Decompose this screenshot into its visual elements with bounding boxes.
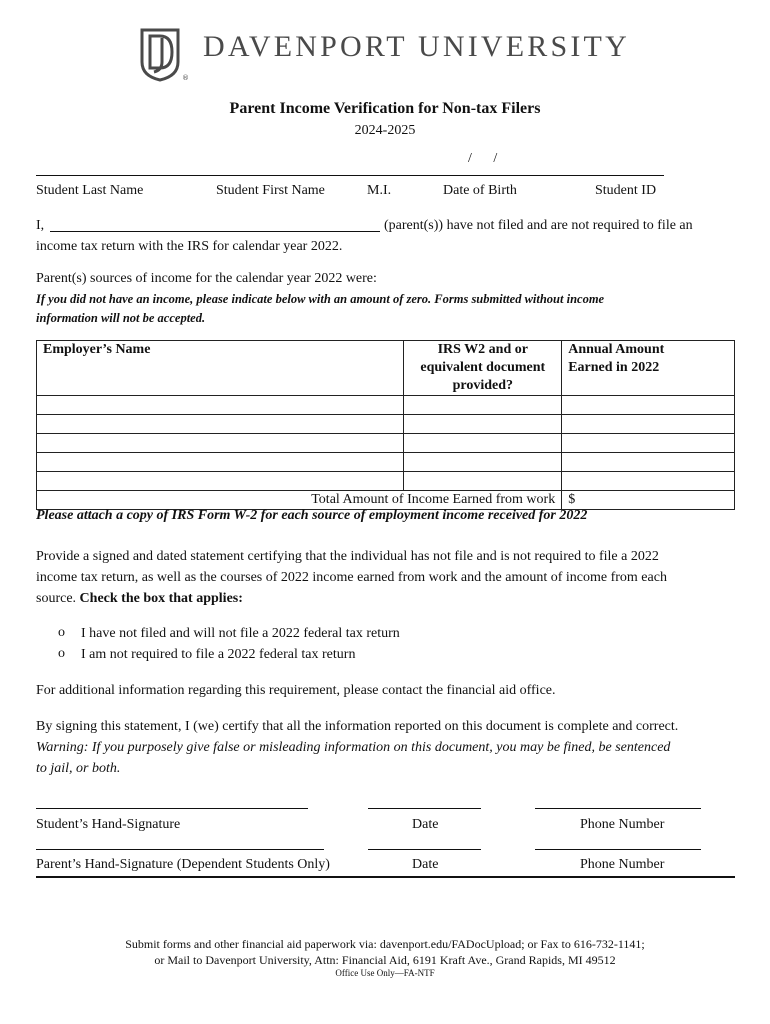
- student-phone-label: Phone Number: [580, 817, 665, 832]
- zero-income-note-2: information will not be accepted.: [36, 311, 206, 325]
- option-label-1: I have not filed and will not file a 2022 federal tax return: [81, 626, 400, 641]
- w2-header-line-2: equivalent document: [420, 360, 546, 375]
- student-phone-field[interactable]: [535, 808, 701, 809]
- parent-signature-label: Parent’s Hand-Signature (Dependent Students Only): [36, 857, 330, 872]
- table-row[interactable]: [37, 453, 735, 472]
- table-row[interactable]: [37, 434, 735, 453]
- office-use-only: Office Use Only—FA-NTF: [335, 968, 435, 978]
- university-name: DAVENPORT UNIVERSITY: [203, 30, 630, 63]
- dj-shield-logo-icon: [138, 26, 198, 82]
- employer-name-cell[interactable]: [37, 453, 404, 472]
- svg-text:®: ®: [182, 74, 189, 82]
- w2-cell[interactable]: [404, 472, 562, 491]
- option-checkbox-2[interactable]: o: [58, 646, 65, 661]
- warning-line-2: to jail, or both.: [36, 761, 121, 776]
- annual-amount-header: [562, 341, 735, 396]
- footer-mail-line: or Mail to Davenport University, Attn: Financial Aid, 6191 Kraft Ave., Grand Rapids, MI 49512: [154, 953, 616, 967]
- statement-line-2: income tax return with the IRS for calendar year 2022.: [36, 239, 343, 254]
- total-row: [37, 491, 735, 510]
- attach-w2-note: Please attach a copy of IRS Form W-2 for each source of employment income received for 2022: [36, 508, 588, 523]
- student-id-label: Student ID: [595, 183, 657, 198]
- employer-name-header-text: Employer’s Name: [43, 342, 151, 357]
- student-info-field-line[interactable]: [36, 175, 664, 176]
- w2-provided-header: [404, 341, 562, 396]
- employer-name-cell[interactable]: [37, 472, 404, 491]
- amount-cell[interactable]: [562, 396, 735, 415]
- parent-name-field[interactable]: [50, 231, 380, 232]
- amount-cell[interactable]: [562, 434, 735, 453]
- parent-date-field[interactable]: [368, 849, 481, 850]
- certify-statement: By signing this statement, I (we) certify that all the information reported on this document is complete and correct.: [36, 719, 679, 734]
- provide-line-1: Provide a signed and dated statement certifying that the individual has not file and is not required to file a 2022: [36, 549, 659, 564]
- w2-header-line-3: provided?: [452, 378, 514, 393]
- w2-cell[interactable]: [404, 415, 562, 434]
- table-row[interactable]: [37, 415, 735, 434]
- total-amount-cell[interactable]: [562, 491, 735, 510]
- signature-section-divider: [36, 876, 735, 878]
- provide-line-3: [36, 588, 243, 609]
- table-header-row: [37, 341, 735, 396]
- student-first-name-label: Student First Name: [216, 183, 325, 198]
- dollar-sign: $: [568, 492, 576, 507]
- contact-note: For additional information regarding this requirement, please contact the financial aid office.: [36, 683, 556, 698]
- parent-phone-label: Phone Number: [580, 857, 665, 872]
- employer-name-cell[interactable]: [37, 396, 404, 415]
- employer-name-header: [37, 341, 404, 396]
- zero-income-note-1: If you did not have an income, please indicate below with an amount of zero. Forms submitted without income: [36, 292, 605, 306]
- form-title: Parent Income Verification for Non-tax Filers: [229, 100, 541, 117]
- amount-cell[interactable]: [562, 472, 735, 491]
- statement-suffix: (parent(s)) have not filed and are not required to file an: [384, 218, 693, 233]
- parent-date-label: Date: [412, 857, 439, 872]
- amount-cell[interactable]: [562, 415, 735, 434]
- check-box-instruction: Check the box that applies:: [79, 591, 243, 606]
- student-signature-field[interactable]: [36, 808, 308, 809]
- amount-header-line-1: Annual Amount: [568, 342, 665, 357]
- dob-slashes: / /: [468, 151, 498, 166]
- employer-income-table: [36, 340, 735, 510]
- parent-signature-field[interactable]: [36, 849, 324, 850]
- provide-line-2: income tax return, as well as the courses of 2022 income earned from work and the amount of income from each: [36, 570, 667, 585]
- employer-name-cell[interactable]: [37, 415, 404, 434]
- option-label-2: I am not required to file a 2022 federal tax return: [81, 647, 356, 662]
- option-checkbox-1[interactable]: o: [58, 625, 65, 640]
- student-date-label: Date: [412, 817, 439, 832]
- total-label: Total Amount of Income Earned from work: [37, 491, 562, 510]
- w2-header-line-1: IRS W2 and or: [437, 342, 528, 357]
- table-row[interactable]: [37, 472, 735, 491]
- w2-cell[interactable]: [404, 453, 562, 472]
- income-sources-intro: Parent(s) sources of income for the calendar year 2022 were:: [36, 271, 377, 286]
- provide-line-3-plain: source.: [36, 591, 77, 606]
- footer-submit-line: Submit forms and other financial aid paperwork via: davenport.edu/FADocUpload; or Fax to 616-732-1141;: [125, 937, 645, 951]
- table-row[interactable]: [37, 396, 735, 415]
- student-last-name-label: Student Last Name: [36, 183, 144, 198]
- amount-header-line-2: Earned in 2022: [568, 360, 660, 375]
- student-mi-label: M.I.: [367, 183, 392, 198]
- date-of-birth-label: Date of Birth: [443, 183, 517, 198]
- statement-prefix: I,: [36, 218, 45, 233]
- w2-cell[interactable]: [404, 434, 562, 453]
- employer-name-cell[interactable]: [37, 434, 404, 453]
- amount-cell[interactable]: [562, 453, 735, 472]
- form-year: 2024-2025: [354, 123, 416, 138]
- student-signature-label: Student’s Hand-Signature: [36, 817, 181, 832]
- w2-cell[interactable]: [404, 396, 562, 415]
- parent-phone-field[interactable]: [535, 849, 701, 850]
- student-date-field[interactable]: [368, 808, 481, 809]
- warning-line-1: Warning: If you purposely give false or misleading information on this document, you may be fined, be sentenced: [36, 740, 671, 755]
